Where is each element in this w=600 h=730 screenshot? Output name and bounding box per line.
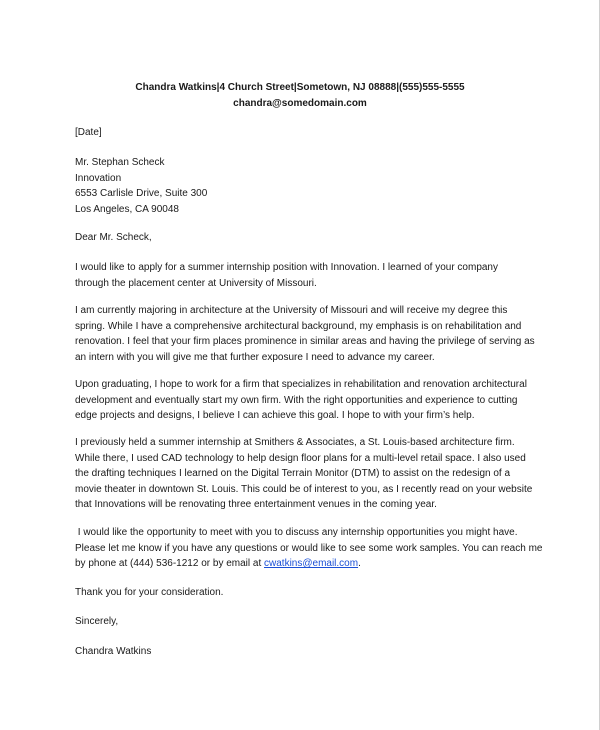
paragraph-line: movie theater in downtown St. Louis. This could be of interest to you, as I recently read on your website — [75, 483, 533, 495]
paragraph-line: edge projects and designs, I believe I can achieve this goal. I hope to with your firm’s help. — [75, 410, 475, 421]
paragraph-line: that Innovations will be renovating three entertainment venues in the coming year. — [75, 499, 437, 510]
thanks-line: Thank you for your consideration. — [75, 587, 224, 598]
contact-line-end: . — [358, 558, 361, 569]
paragraph-contact — [75, 525, 545, 572]
sender-email-line: chandra@somedomain.com — [233, 98, 367, 109]
contact-phone-text: by phone at (444) 536-1212 or by email at — [75, 558, 265, 569]
salutation: Dear Mr. Scheck, — [75, 232, 152, 243]
recipient-city: Los Angeles, CA 90048 — [75, 203, 179, 215]
paragraph-line: I would like to apply for a summer internship position with Innovation. I learned of your company — [75, 262, 498, 273]
paragraph-line: the drafting techniques I learned on the Digital Terrain Monitor (DTM) to assist on the redesign of a — [75, 468, 511, 479]
recipient-company: Innovation — [75, 172, 122, 184]
recipient-address — [75, 155, 545, 217]
paragraph-line: I would like the opportunity to meet with you to discuss any internship opportunities you might have. — [75, 527, 518, 538]
closing: Sincerely, — [75, 616, 119, 627]
paragraph-experience — [75, 435, 545, 513]
paragraph-line: renovation. I feel that your firm places prominence in similar areas and having the privilege of serving as — [75, 336, 535, 347]
paragraph-line: Please let me know if you have any questions or would like to see some work samples. You can reach me — [75, 542, 543, 554]
paragraph-line: I am currently majoring in architecture at the University of Missouri and will receive my degree this — [75, 305, 508, 316]
paragraph-goals — [75, 377, 545, 424]
sender-header — [0, 80, 600, 112]
recipient-name: Mr. Stephan Scheck — [75, 157, 165, 168]
sender-contact-line: Chandra Watkins|4 Church Street|Sometown, NJ 08888|(555)555-5555 — [135, 82, 465, 93]
signature-name: Chandra Watkins — [75, 646, 152, 657]
paragraph-line: spring. While I have a comprehensive architectural background, my emphasis is on rehabilitation and — [75, 320, 522, 332]
paragraph-line: Upon graduating, I hope to work for a firm that specializes in rehabilitation and renovation architectural — [75, 379, 527, 390]
paragraph-background — [75, 303, 545, 365]
paragraph-line: an intern with you will give me that further exposure I need to advance my career. — [75, 351, 435, 363]
recipient-street: 6553 Carlisle Drive, Suite 300 — [75, 188, 208, 199]
paragraph-intro — [75, 260, 545, 291]
paragraph-line: development and eventually start my own firm. With the right opportunities and experience to cutting — [75, 394, 518, 406]
paragraph-line — [75, 556, 545, 572]
paragraph-line: through the placement center at University of Missouri. — [75, 277, 317, 289]
email-link[interactable]: cwatkins@email.com — [264, 558, 359, 569]
paragraph-line: I previously held a summer internship at Smithers & Associates, a St. Louis-based architecture firm. — [75, 437, 515, 448]
letter-date: [Date] — [75, 127, 102, 138]
paragraph-line: While there, I used CAD technology to help design floor plans for a multi-level retail space. I also used — [75, 452, 526, 464]
